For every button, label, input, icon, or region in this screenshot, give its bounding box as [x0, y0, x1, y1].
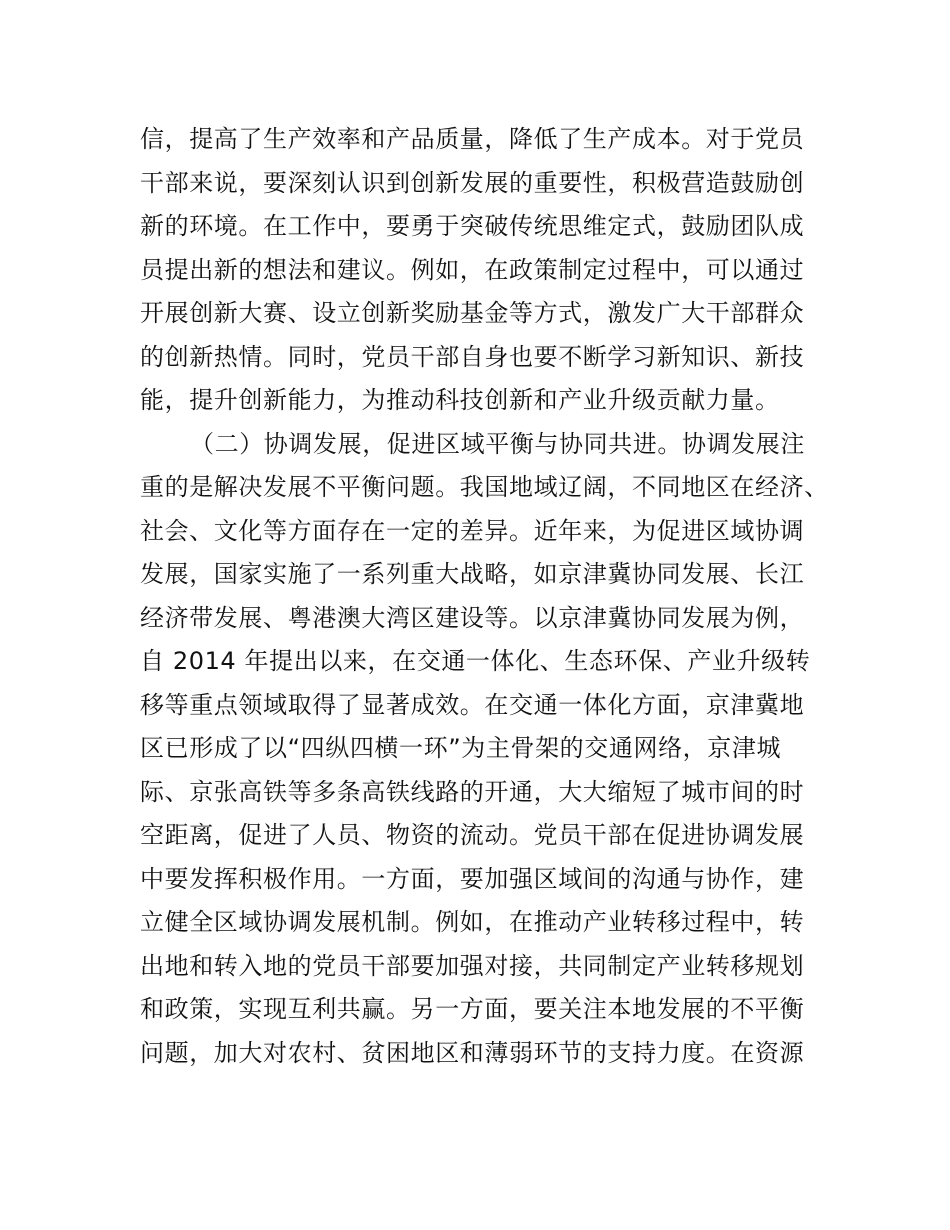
- text-line: 出地和转入地的党员干部要加强对接，共同制定产业转移规划: [140, 951, 805, 980]
- text-line: 问题，加大对农村、贫困地区和薄弱环节的支持力度。在资源: [140, 1038, 805, 1067]
- section-heading-line: （二）协调发展，促进区域平衡与协同共进。协调发展注: [190, 429, 805, 458]
- text-line: 际、京张高铁等多条高铁线路的开通，大大缩短了城市间的时: [140, 777, 805, 806]
- text-line: 新的环境。在工作中，要勇于突破传统思维定式，鼓励团队成: [140, 212, 805, 240]
- text-line: 社会、文化等方面存在一定的差异。近年来，为促进区域协调: [140, 516, 805, 545]
- text-line: 移等重点领域取得了显著成效。在交通一体化方面，京津冀地: [140, 690, 805, 719]
- text-line: 能，提升创新能力，为推动科技创新和产业升级贡献力量。: [140, 386, 780, 414]
- text-line: 区已形成了以“四纵四横一环”为主骨架的交通网络，京津城: [140, 734, 782, 762]
- text-line: 的创新热情。同时，党员干部自身也要不断学习新知识、新技: [140, 342, 805, 371]
- text-line: 员提出新的想法和建议。例如，在政策制定过程中，可以通过: [140, 255, 805, 284]
- text-line: 立健全区域协调发展机制。例如，在推动产业转移过程中，转: [140, 908, 805, 936]
- text-line: 中要发挥积极作用。一方面，要加强区域间的沟通与协作，建: [140, 864, 805, 893]
- text-line: 重的是解决发展不平衡问题。我国地域辽阔，不同地区在经济、: [140, 473, 829, 501]
- text-line: 空距离，促进了人员、物资的流动。党员干部在促进协调发展: [140, 821, 805, 849]
- text-line: 自 2014 年提出以来，在交通一体化、生态环保、产业升级转: [140, 647, 811, 675]
- text-line: 和政策，实现互利共赢。另一方面，要关注本地发展的不平衡: [140, 995, 805, 1023]
- text-line: 干部来说，要深刻认识到创新发展的重要性，积极营造鼓励创: [140, 168, 805, 197]
- text-line: 发展，国家实施了一系列重大战略，如京津冀协同发展、长江: [140, 560, 805, 588]
- text-line: 信，提高了生产效率和产品质量，降低了生产成本。对于党员: [140, 125, 805, 153]
- document-body: [140, 118, 840, 1075]
- text-line: 经济带发展、粤港澳大湾区建设等。以京津冀协同发展为例，: [140, 603, 805, 632]
- text-line: 开展创新大赛、设立创新奖励基金等方式，激发广大干部群众: [140, 299, 805, 327]
